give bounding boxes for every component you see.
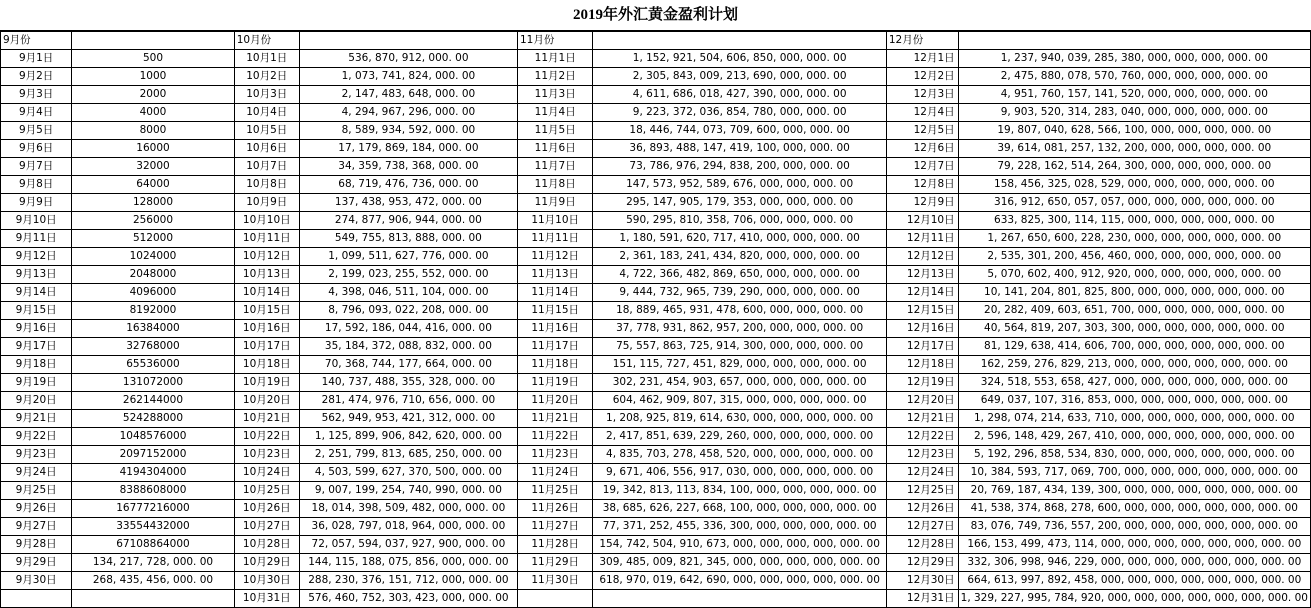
amount-cell[interactable]: 10, 384, 593, 717, 069, 700, 000, 000, 000, 000, 000, 000. 00 (958, 464, 1310, 482)
date-cell[interactable]: 11月30日 (517, 572, 592, 590)
date-cell[interactable]: 9月21日 (1, 410, 72, 428)
amount-cell[interactable]: 2, 417, 851, 639, 229, 260, 000, 000, 000, 000. 00 (593, 428, 886, 446)
amount-cell[interactable]: 1, 073, 741, 824, 000. 00 (299, 68, 517, 86)
amount-cell[interactable]: 2, 535, 301, 200, 456, 460, 000, 000, 000, 000, 000. 00 (958, 248, 1310, 266)
date-cell[interactable]: 12月22日 (886, 428, 958, 446)
amount-cell[interactable]: 79, 228, 162, 514, 264, 300, 000, 000, 000, 000. 00 (958, 158, 1310, 176)
amount-cell[interactable]: 4, 835, 703, 278, 458, 520, 000, 000, 000, 000. 00 (593, 446, 886, 464)
amount-cell[interactable]: 140, 737, 488, 355, 328, 000. 00 (299, 374, 517, 392)
date-cell[interactable]: 12月10日 (886, 212, 958, 230)
sheet-title: 2019年外汇黄金盈利计划 (0, 0, 1311, 31)
amount-cell[interactable]: 9, 444, 732, 965, 739, 290, 000, 000, 000. 00 (593, 284, 886, 302)
date-cell[interactable]: 12月2日 (886, 68, 958, 86)
date-cell[interactable]: 11月9日 (517, 194, 592, 212)
amount-cell[interactable]: 4, 611, 686, 018, 427, 390, 000, 000. 00 (593, 86, 886, 104)
table-row (1, 572, 1311, 590)
table-row (1, 392, 1311, 410)
amount-cell[interactable]: 147, 573, 952, 589, 676, 000, 000, 000. 00 (593, 176, 886, 194)
date-cell[interactable]: 11月12日 (517, 248, 592, 266)
table-row (1, 464, 1311, 482)
date-cell[interactable]: 11月15日 (517, 302, 592, 320)
date-cell[interactable]: 10月6日 (234, 140, 299, 158)
table-row (1, 212, 1311, 230)
amount-cell[interactable]: 73, 786, 976, 294, 838, 200, 000, 000. 00 (593, 158, 886, 176)
table-row (1, 140, 1311, 158)
date-cell[interactable]: 9月7日 (1, 158, 72, 176)
amount-cell[interactable] (593, 590, 886, 608)
date-cell[interactable]: 10月23日 (234, 446, 299, 464)
date-cell[interactable]: 12月31日 (886, 590, 958, 608)
date-cell[interactable]: 11月18日 (517, 356, 592, 374)
amount-cell[interactable]: 4194304000 (72, 464, 234, 482)
amount-cell[interactable]: 134, 217, 728, 000. 00 (72, 554, 234, 572)
amount-cell[interactable]: 20, 282, 409, 603, 651, 700, 000, 000, 000, 000, 000. 00 (958, 302, 1310, 320)
amount-cell[interactable]: 633, 825, 300, 114, 115, 000, 000, 000, 000, 000. 00 (958, 212, 1310, 230)
table-row (1, 536, 1311, 554)
table-row (1, 248, 1311, 266)
amount-cell[interactable]: 1, 298, 074, 214, 633, 710, 000, 000, 000, 000, 000, 000. 00 (958, 410, 1310, 428)
amount-cell[interactable]: 2, 361, 183, 241, 434, 820, 000, 000, 000. 00 (593, 248, 886, 266)
amount-cell[interactable]: 1, 267, 650, 600, 228, 230, 000, 000, 000, 000, 000. 00 (958, 230, 1310, 248)
date-cell[interactable]: 10月19日 (234, 374, 299, 392)
date-cell[interactable]: 10月15日 (234, 302, 299, 320)
amount-cell[interactable]: 4000 (72, 104, 234, 122)
date-cell[interactable] (517, 590, 592, 608)
amount-cell[interactable]: 9, 223, 372, 036, 854, 780, 000, 000. 00 (593, 104, 886, 122)
date-cell[interactable] (1, 590, 72, 608)
date-cell[interactable]: 12月4日 (886, 104, 958, 122)
amount-cell[interactable]: 1000 (72, 68, 234, 86)
table-row (1, 194, 1311, 212)
date-cell[interactable]: 11月2日 (517, 68, 592, 86)
date-cell[interactable]: 10月5日 (234, 122, 299, 140)
date-cell[interactable]: 10月10日 (234, 212, 299, 230)
empty-header-cell[interactable] (593, 32, 886, 50)
amount-cell[interactable]: 316, 912, 650, 057, 057, 000, 000, 000, 000, 000. 00 (958, 194, 1310, 212)
date-cell[interactable]: 12月30日 (886, 572, 958, 590)
amount-cell[interactable]: 151, 115, 727, 451, 829, 000, 000, 000, 000. 00 (593, 356, 886, 374)
amount-cell[interactable]: 1, 329, 227, 995, 784, 920, 000, 000, 000, 000, 000, 000, 000. 00 (958, 590, 1310, 608)
date-cell[interactable]: 11月27日 (517, 518, 592, 536)
amount-cell[interactable]: 256000 (72, 212, 234, 230)
date-cell[interactable]: 12月24日 (886, 464, 958, 482)
date-cell[interactable]: 11月28日 (517, 536, 592, 554)
table-row (1, 500, 1311, 518)
amount-cell[interactable]: 4, 503, 599, 627, 370, 500, 000. 00 (299, 464, 517, 482)
amount-cell[interactable]: 18, 446, 744, 073, 709, 600, 000, 000. 00 (593, 122, 886, 140)
date-cell[interactable]: 11月8日 (517, 176, 592, 194)
table-row (1, 356, 1311, 374)
amount-cell[interactable]: 162, 259, 276, 829, 213, 000, 000, 000, 000, 000, 000. 00 (958, 356, 1310, 374)
date-cell[interactable]: 9月23日 (1, 446, 72, 464)
amount-cell[interactable]: 19, 342, 813, 113, 834, 100, 000, 000, 000, 000. 00 (593, 482, 886, 500)
amount-cell[interactable]: 1048576000 (72, 428, 234, 446)
date-cell[interactable]: 9月10日 (1, 212, 72, 230)
date-cell[interactable]: 12月25日 (886, 482, 958, 500)
amount-cell[interactable]: 70, 368, 744, 177, 664, 000. 00 (299, 356, 517, 374)
table-row (1, 482, 1311, 500)
date-cell[interactable]: 9月20日 (1, 392, 72, 410)
date-cell[interactable]: 12月1日 (886, 50, 958, 68)
amount-cell[interactable]: 1, 099, 511, 627, 776, 000. 00 (299, 248, 517, 266)
amount-cell[interactable]: 36, 893, 488, 147, 419, 100, 000, 000. 00 (593, 140, 886, 158)
date-cell[interactable]: 12月21日 (886, 410, 958, 428)
amount-cell[interactable]: 9, 671, 406, 556, 917, 030, 000, 000, 000, 000. 00 (593, 464, 886, 482)
amount-cell[interactable]: 32768000 (72, 338, 234, 356)
date-cell[interactable]: 11月7日 (517, 158, 592, 176)
table-row (1, 590, 1311, 608)
date-cell[interactable]: 10月13日 (234, 266, 299, 284)
amount-cell[interactable]: 8, 589, 934, 592, 000. 00 (299, 122, 517, 140)
amount-cell[interactable]: 8388608000 (72, 482, 234, 500)
date-cell[interactable]: 12月11日 (886, 230, 958, 248)
date-cell[interactable]: 9月4日 (1, 104, 72, 122)
amount-cell[interactable]: 2000 (72, 86, 234, 104)
date-cell[interactable]: 9月9日 (1, 194, 72, 212)
date-cell[interactable]: 12月28日 (886, 536, 958, 554)
amount-cell[interactable]: 38, 685, 626, 227, 668, 100, 000, 000, 000, 000. 00 (593, 500, 886, 518)
amount-cell[interactable]: 1, 208, 925, 819, 614, 630, 000, 000, 000, 000. 00 (593, 410, 886, 428)
amount-cell[interactable]: 604, 462, 909, 807, 315, 000, 000, 000, 000. 00 (593, 392, 886, 410)
date-cell[interactable]: 12月5日 (886, 122, 958, 140)
amount-cell[interactable]: 128000 (72, 194, 234, 212)
table-row (1, 122, 1311, 140)
date-cell[interactable]: 12月7日 (886, 158, 958, 176)
amount-cell[interactable]: 1, 152, 921, 504, 606, 850, 000, 000. 00 (593, 50, 886, 68)
date-cell[interactable]: 11月26日 (517, 500, 592, 518)
date-cell[interactable]: 10月30日 (234, 572, 299, 590)
date-cell[interactable]: 12月16日 (886, 320, 958, 338)
date-cell[interactable]: 12月23日 (886, 446, 958, 464)
amount-cell[interactable]: 17, 179, 869, 184, 000. 00 (299, 140, 517, 158)
date-cell[interactable]: 11月14日 (517, 284, 592, 302)
amount-cell[interactable]: 274, 877, 906, 944, 000. 00 (299, 212, 517, 230)
date-cell[interactable]: 11月23日 (517, 446, 592, 464)
date-cell[interactable]: 12月13日 (886, 266, 958, 284)
amount-cell[interactable]: 5, 070, 602, 400, 912, 920, 000, 000, 000, 000, 000. 00 (958, 266, 1310, 284)
amount-cell[interactable]: 2, 475, 880, 078, 570, 760, 000, 000, 000, 000. 00 (958, 68, 1310, 86)
empty-header-cell[interactable] (72, 32, 234, 50)
month-header-cell[interactable]: 9月份 (1, 32, 72, 50)
amount-cell[interactable]: 2, 251, 799, 813, 685, 250, 000. 00 (299, 446, 517, 464)
amount-cell[interactable]: 309, 485, 009, 821, 345, 000, 000, 000, 000, 000. 00 (593, 554, 886, 572)
date-cell[interactable]: 10月7日 (234, 158, 299, 176)
date-cell[interactable]: 12月3日 (886, 86, 958, 104)
amount-cell[interactable]: 268, 435, 456, 000. 00 (72, 572, 234, 590)
amount-cell[interactable]: 9, 903, 520, 314, 283, 040, 000, 000, 000, 000. 00 (958, 104, 1310, 122)
amount-cell[interactable]: 302, 231, 454, 903, 657, 000, 000, 000, 000. 00 (593, 374, 886, 392)
amount-cell[interactable]: 18, 014, 398, 509, 482, 000, 000. 00 (299, 500, 517, 518)
amount-cell[interactable]: 4096000 (72, 284, 234, 302)
date-cell[interactable]: 11月21日 (517, 410, 592, 428)
date-cell[interactable]: 9月29日 (1, 554, 72, 572)
date-cell[interactable]: 9月2日 (1, 68, 72, 86)
amount-cell[interactable]: 524288000 (72, 410, 234, 428)
date-cell[interactable]: 10月24日 (234, 464, 299, 482)
date-cell[interactable]: 12月20日 (886, 392, 958, 410)
amount-cell[interactable] (72, 590, 234, 608)
amount-cell[interactable]: 65536000 (72, 356, 234, 374)
date-cell[interactable]: 11月17日 (517, 338, 592, 356)
date-cell[interactable]: 10月8日 (234, 176, 299, 194)
amount-cell[interactable]: 67108864000 (72, 536, 234, 554)
amount-cell[interactable]: 2, 596, 148, 429, 267, 410, 000, 000, 000, 000, 000, 000. 00 (958, 428, 1310, 446)
date-cell[interactable]: 9月5日 (1, 122, 72, 140)
amount-cell[interactable]: 288, 230, 376, 151, 712, 000, 000. 00 (299, 572, 517, 590)
date-cell[interactable]: 9月8日 (1, 176, 72, 194)
date-cell[interactable]: 10月29日 (234, 554, 299, 572)
date-cell[interactable]: 9月14日 (1, 284, 72, 302)
amount-cell[interactable]: 2048000 (72, 266, 234, 284)
date-cell[interactable]: 11月6日 (517, 140, 592, 158)
date-cell[interactable]: 11月4日 (517, 104, 592, 122)
date-cell[interactable]: 9月22日 (1, 428, 72, 446)
date-cell[interactable]: 9月24日 (1, 464, 72, 482)
amount-cell[interactable]: 32000 (72, 158, 234, 176)
date-cell[interactable]: 11月19日 (517, 374, 592, 392)
month-header-cell[interactable]: 12月份 (886, 32, 958, 50)
date-cell[interactable]: 12月17日 (886, 338, 958, 356)
table-row (1, 266, 1311, 284)
date-cell[interactable]: 11月13日 (517, 266, 592, 284)
date-cell[interactable]: 10月20日 (234, 392, 299, 410)
date-cell[interactable]: 9月30日 (1, 572, 72, 590)
amount-cell[interactable]: 16384000 (72, 320, 234, 338)
date-cell[interactable]: 10月3日 (234, 86, 299, 104)
date-cell[interactable]: 11月25日 (517, 482, 592, 500)
table-row (1, 230, 1311, 248)
date-cell[interactable]: 9月12日 (1, 248, 72, 266)
header-row (1, 32, 1311, 50)
date-cell[interactable]: 10月12日 (234, 248, 299, 266)
amount-cell[interactable]: 649, 037, 107, 316, 853, 000, 000, 000, 000, 000, 000. 00 (958, 392, 1310, 410)
amount-cell[interactable]: 40, 564, 819, 207, 303, 300, 000, 000, 000, 000, 000. 00 (958, 320, 1310, 338)
table-row (1, 446, 1311, 464)
amount-cell[interactable]: 262144000 (72, 392, 234, 410)
amount-cell[interactable]: 131072000 (72, 374, 234, 392)
date-cell[interactable]: 10月17日 (234, 338, 299, 356)
empty-header-cell[interactable] (958, 32, 1310, 50)
amount-cell[interactable]: 8000 (72, 122, 234, 140)
amount-cell[interactable]: 158, 456, 325, 028, 529, 000, 000, 000, 000, 000. 00 (958, 176, 1310, 194)
amount-cell[interactable]: 332, 306, 998, 946, 229, 000, 000, 000, 000, 000, 000, 000. 00 (958, 554, 1310, 572)
date-cell[interactable]: 10月11日 (234, 230, 299, 248)
date-cell[interactable]: 12月26日 (886, 500, 958, 518)
date-cell[interactable]: 11月16日 (517, 320, 592, 338)
table-row (1, 302, 1311, 320)
date-cell[interactable]: 11月20日 (517, 392, 592, 410)
amount-cell[interactable]: 4, 722, 366, 482, 869, 650, 000, 000, 000. 00 (593, 266, 886, 284)
table-row (1, 410, 1311, 428)
amount-cell[interactable]: 17, 592, 186, 044, 416, 000. 00 (299, 320, 517, 338)
date-cell[interactable]: 10月16日 (234, 320, 299, 338)
amount-cell[interactable]: 33554432000 (72, 518, 234, 536)
amount-cell[interactable]: 34, 359, 738, 368, 000. 00 (299, 158, 517, 176)
amount-cell[interactable]: 1, 125, 899, 906, 842, 620, 000. 00 (299, 428, 517, 446)
amount-cell[interactable]: 2, 147, 483, 648, 000. 00 (299, 86, 517, 104)
table-row (1, 86, 1311, 104)
date-cell[interactable]: 11月3日 (517, 86, 592, 104)
amount-cell[interactable]: 36, 028, 797, 018, 964, 000, 000. 00 (299, 518, 517, 536)
date-cell[interactable]: 10月26日 (234, 500, 299, 518)
amount-cell[interactable]: 10, 141, 204, 801, 825, 800, 000, 000, 000, 000, 000. 00 (958, 284, 1310, 302)
date-cell[interactable]: 10月31日 (234, 590, 299, 608)
date-cell[interactable]: 9月15日 (1, 302, 72, 320)
amount-cell[interactable]: 19, 807, 040, 628, 566, 100, 000, 000, 000, 000. 00 (958, 122, 1310, 140)
amount-cell[interactable]: 1, 237, 940, 039, 285, 380, 000, 000, 000, 000. 00 (958, 50, 1310, 68)
date-cell[interactable]: 10月2日 (234, 68, 299, 86)
amount-cell[interactable]: 39, 614, 081, 257, 132, 200, 000, 000, 000, 000. 00 (958, 140, 1310, 158)
date-cell[interactable]: 12月27日 (886, 518, 958, 536)
table-row (1, 50, 1311, 68)
date-cell[interactable]: 12月18日 (886, 356, 958, 374)
date-cell[interactable]: 9月25日 (1, 482, 72, 500)
amount-cell[interactable]: 72, 057, 594, 037, 927, 900, 000. 00 (299, 536, 517, 554)
amount-cell[interactable]: 590, 295, 810, 358, 706, 000, 000, 000. 00 (593, 212, 886, 230)
amount-cell[interactable]: 1, 180, 591, 620, 717, 410, 000, 000, 000. 00 (593, 230, 886, 248)
date-cell[interactable]: 9月11日 (1, 230, 72, 248)
date-cell[interactable]: 9月27日 (1, 518, 72, 536)
amount-cell[interactable]: 35, 184, 372, 088, 832, 000. 00 (299, 338, 517, 356)
amount-cell[interactable]: 137, 438, 953, 472, 000. 00 (299, 194, 517, 212)
date-cell[interactable]: 9月6日 (1, 140, 72, 158)
date-cell[interactable]: 10月22日 (234, 428, 299, 446)
date-cell[interactable]: 9月26日 (1, 500, 72, 518)
date-cell[interactable]: 10月27日 (234, 518, 299, 536)
amount-cell[interactable]: 154, 742, 504, 910, 673, 000, 000, 000, 000, 000. 00 (593, 536, 886, 554)
table-row (1, 320, 1311, 338)
date-cell[interactable]: 9月16日 (1, 320, 72, 338)
table-row (1, 68, 1311, 86)
amount-cell[interactable]: 536, 870, 912, 000. 00 (299, 50, 517, 68)
amount-cell[interactable]: 18, 889, 465, 931, 478, 600, 000, 000, 000. 00 (593, 302, 886, 320)
amount-cell[interactable]: 562, 949, 953, 421, 312, 000. 00 (299, 410, 517, 428)
date-cell[interactable]: 9月3日 (1, 86, 72, 104)
amount-cell[interactable]: 9, 007, 199, 254, 740, 990, 000. 00 (299, 482, 517, 500)
amount-cell[interactable]: 1024000 (72, 248, 234, 266)
date-cell[interactable]: 12月29日 (886, 554, 958, 572)
date-cell[interactable]: 12月19日 (886, 374, 958, 392)
date-cell[interactable]: 10月1日 (234, 50, 299, 68)
date-cell[interactable]: 12月15日 (886, 302, 958, 320)
table-row (1, 518, 1311, 536)
amount-cell[interactable]: 4, 294, 967, 296, 000. 00 (299, 104, 517, 122)
date-cell[interactable]: 10月14日 (234, 284, 299, 302)
amount-cell[interactable]: 549, 755, 813, 888, 000. 00 (299, 230, 517, 248)
amount-cell[interactable]: 64000 (72, 176, 234, 194)
table-row (1, 176, 1311, 194)
date-cell[interactable]: 10月28日 (234, 536, 299, 554)
amount-cell[interactable]: 20, 769, 187, 434, 139, 300, 000, 000, 000, 000, 000, 000. 00 (958, 482, 1310, 500)
table-row (1, 284, 1311, 302)
date-cell[interactable]: 11月29日 (517, 554, 592, 572)
amount-cell[interactable]: 2097152000 (72, 446, 234, 464)
date-cell[interactable]: 9月17日 (1, 338, 72, 356)
date-cell[interactable]: 11月11日 (517, 230, 592, 248)
amount-cell[interactable]: 2, 199, 023, 255, 552, 000. 00 (299, 266, 517, 284)
date-cell[interactable]: 11月10日 (517, 212, 592, 230)
date-cell[interactable]: 10月25日 (234, 482, 299, 500)
date-cell[interactable]: 9月19日 (1, 374, 72, 392)
amount-cell[interactable]: 2, 305, 843, 009, 213, 690, 000, 000. 00 (593, 68, 886, 86)
date-cell[interactable]: 9月1日 (1, 50, 72, 68)
amount-cell[interactable]: 41, 538, 374, 868, 278, 600, 000, 000, 000, 000, 000, 000. 00 (958, 500, 1310, 518)
amount-cell[interactable]: 8, 796, 093, 022, 208, 000. 00 (299, 302, 517, 320)
date-cell[interactable]: 9月13日 (1, 266, 72, 284)
date-cell[interactable]: 12月8日 (886, 176, 958, 194)
amount-cell[interactable]: 166, 153, 499, 473, 114, 000, 000, 000, 000, 000, 000, 000. 00 (958, 536, 1310, 554)
date-cell[interactable]: 10月4日 (234, 104, 299, 122)
amount-cell[interactable]: 281, 474, 976, 710, 656, 000. 00 (299, 392, 517, 410)
date-cell[interactable]: 11月1日 (517, 50, 592, 68)
date-cell[interactable]: 10月18日 (234, 356, 299, 374)
date-cell[interactable]: 12月6日 (886, 140, 958, 158)
table-row (1, 158, 1311, 176)
table-row (1, 428, 1311, 446)
date-cell[interactable]: 12月9日 (886, 194, 958, 212)
amount-cell[interactable]: 83, 076, 749, 736, 557, 200, 000, 000, 000, 000, 000, 000. 00 (958, 518, 1310, 536)
table-row (1, 104, 1311, 122)
date-cell[interactable]: 12月12日 (886, 248, 958, 266)
date-cell[interactable]: 11月24日 (517, 464, 592, 482)
amount-cell[interactable]: 324, 518, 553, 658, 427, 000, 000, 000, 000, 000, 000. 00 (958, 374, 1310, 392)
amount-cell[interactable]: 500 (72, 50, 234, 68)
date-cell[interactable]: 11月22日 (517, 428, 592, 446)
month-header-cell[interactable]: 10月份 (234, 32, 299, 50)
amount-cell[interactable]: 4, 398, 046, 511, 104, 000. 00 (299, 284, 517, 302)
date-cell[interactable]: 9月28日 (1, 536, 72, 554)
amount-cell[interactable]: 37, 778, 931, 862, 957, 200, 000, 000, 000. 00 (593, 320, 886, 338)
amount-cell[interactable]: 4, 951, 760, 157, 141, 520, 000, 000, 000, 000. 00 (958, 86, 1310, 104)
date-cell[interactable]: 10月9日 (234, 194, 299, 212)
table-row (1, 338, 1311, 356)
date-cell[interactable]: 11月5日 (517, 122, 592, 140)
amount-cell[interactable]: 618, 970, 019, 642, 690, 000, 000, 000, 000, 000. 00 (593, 572, 886, 590)
amount-cell[interactable]: 144, 115, 188, 075, 856, 000, 000. 00 (299, 554, 517, 572)
amount-cell[interactable]: 512000 (72, 230, 234, 248)
table-row (1, 374, 1311, 392)
amount-cell[interactable]: 8192000 (72, 302, 234, 320)
amount-cell[interactable]: 81, 129, 638, 414, 606, 700, 000, 000, 000, 000, 000. 00 (958, 338, 1310, 356)
date-cell[interactable]: 12月14日 (886, 284, 958, 302)
amount-cell[interactable]: 75, 557, 863, 725, 914, 300, 000, 000, 000. 00 (593, 338, 886, 356)
date-cell[interactable]: 9月18日 (1, 356, 72, 374)
date-cell[interactable]: 10月21日 (234, 410, 299, 428)
amount-cell[interactable]: 16777216000 (72, 500, 234, 518)
profit-plan-table (0, 31, 1311, 608)
amount-cell[interactable]: 68, 719, 476, 736, 000. 00 (299, 176, 517, 194)
empty-header-cell[interactable] (299, 32, 517, 50)
month-header-cell[interactable]: 11月份 (517, 32, 592, 50)
amount-cell[interactable]: 664, 613, 997, 892, 458, 000, 000, 000, 000, 000, 000, 000. 00 (958, 572, 1310, 590)
amount-cell[interactable]: 16000 (72, 140, 234, 158)
amount-cell[interactable]: 295, 147, 905, 179, 353, 000, 000, 000. 00 (593, 194, 886, 212)
amount-cell[interactable]: 5, 192, 296, 858, 534, 830, 000, 000, 000, 000, 000, 000. 00 (958, 446, 1310, 464)
table-row (1, 554, 1311, 572)
amount-cell[interactable]: 576, 460, 752, 303, 423, 000, 000. 00 (299, 590, 517, 608)
amount-cell[interactable]: 77, 371, 252, 455, 336, 300, 000, 000, 000, 000. 00 (593, 518, 886, 536)
